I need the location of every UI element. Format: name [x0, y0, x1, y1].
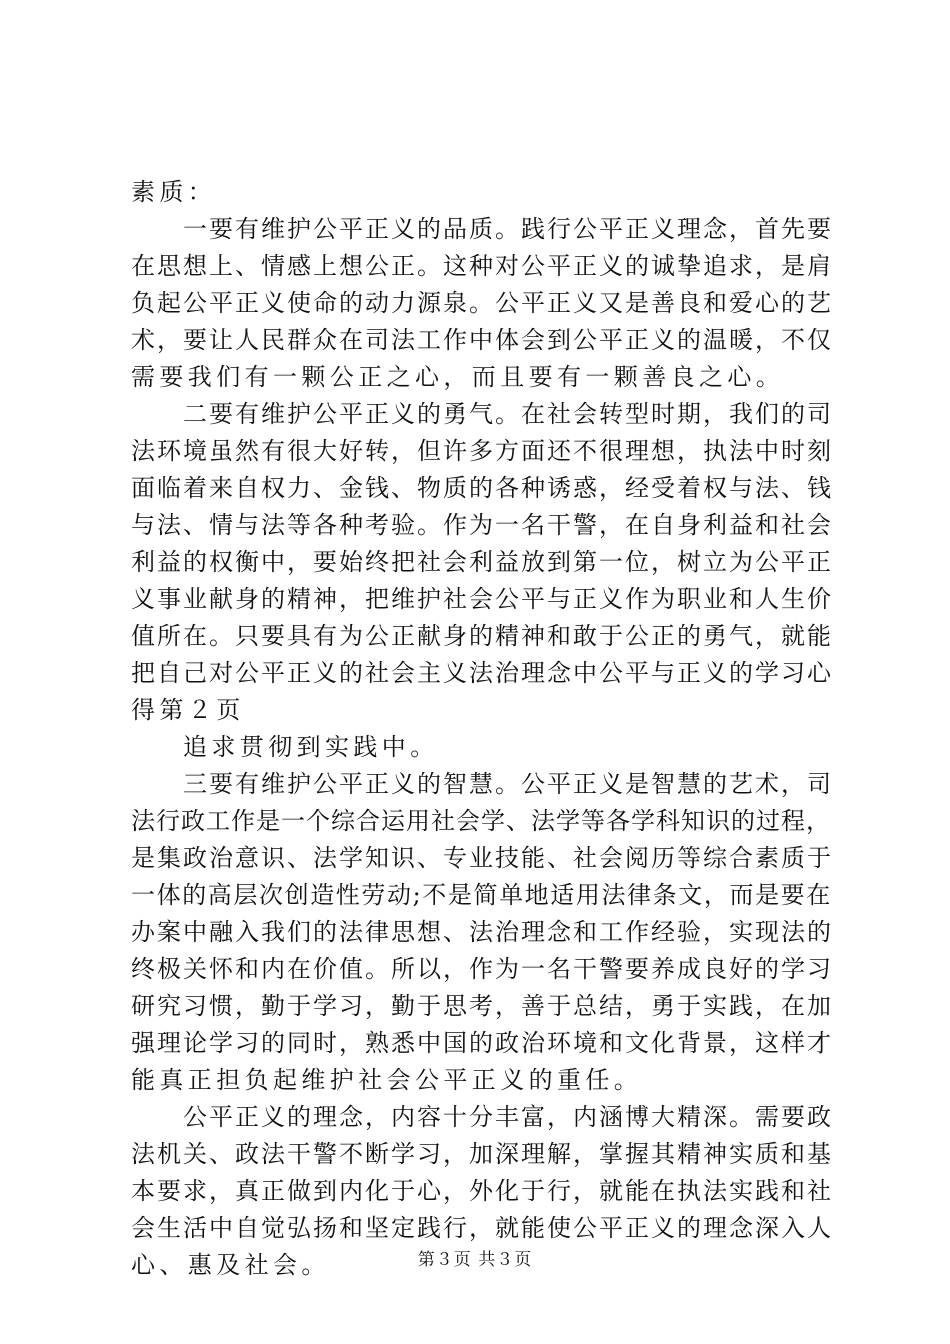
text-line: 利益的权衡中，要始终把社会利益放到第一位，树立为公平正: [131, 548, 833, 576]
text-line: 会生活中自觉弘扬和坚定践行，就能使公平正义的理念深入人: [131, 1214, 833, 1242]
text-line: 义事业献身的精神，把维护社会公平与正义作为职业和人生价: [131, 585, 833, 613]
text-line: 追求贯彻到实践中。: [183, 733, 439, 761]
text-line: 本要求，真正做到内化于心，外化于行，就能在执法实践和社: [131, 1177, 833, 1205]
text-line: 需要我们有一颗公正之心，而且要有一颗善良之心。: [131, 363, 785, 391]
text-line: 研究习惯，勤于学习，勤于思考，善于总结，勇于实践，在加: [131, 992, 833, 1020]
text-line: 三要有维护公平正义的智慧。公平正义是智慧的艺术，司: [183, 770, 833, 798]
text-line: 心、惠及社会。: [131, 1251, 330, 1279]
text-line: 办案中融入我们的法律思想、法治理念和工作经验，实现法的: [131, 918, 833, 946]
text-line: 强理论学习的同时，熟悉中国的政治环境和文化背景，这样才: [131, 1029, 833, 1057]
text-line: 把自己对公平正义的社会主义法治理念中公平与正义的学习心: [131, 659, 833, 687]
text-line: 负起公平正义使命的动力源泉。公平正义又是善良和爱心的艺: [131, 289, 833, 317]
text-line: 得第２页: [131, 696, 245, 724]
text-line: 在思想上、情感上想公正。这种对公平正义的诚挚追求，是肩: [131, 252, 833, 280]
text-line: 素质：: [131, 178, 217, 206]
text-line: 值所在。只要具有为公正献身的精神和敢于公正的勇气，就能: [131, 622, 833, 650]
page-footer: 第３页 共３页: [417, 1250, 533, 1270]
text-line: 法行政工作是一个综合运用社会学、法学等各学科知识的过程，: [131, 807, 831, 835]
text-line: 面临着来自权力、金钱、物质的各种诱惑，经受着权与法、钱: [131, 474, 833, 502]
text-line: 公平正义的理念，内容十分丰富，内涵博大精深。需要政: [183, 1103, 833, 1131]
text-line: 一要有维护公平正义的品质。践行公平正义理念，首先要: [183, 215, 833, 243]
text-line: 法机关、政法干警不断学习，加深理解，掌握其精神实质和基: [131, 1140, 833, 1168]
document-body: [131, 174, 836, 1284]
text-line: 二要有维护公平正义的勇气。在社会转型时期，我们的司: [183, 400, 833, 428]
text-line: 术，要让人民群众在司法工作中体会到公平正义的温暖，不仅: [131, 326, 833, 354]
text-line: 一体的高层次创造性劳动;不是简单地适用法律条文，而是要在: [131, 881, 832, 909]
text-line: 与法、情与法等各种考验。作为一名干警，在自身利益和社会: [131, 511, 833, 539]
text-line: 能真正担负起维护社会公平正义的重任。: [131, 1066, 643, 1094]
text-line: 法环境虽然有很大好转，但许多方面还不很理想，执法中时刻: [131, 437, 833, 465]
text-line: 终极关怀和内在价值。所以，作为一名干警要养成良好的学习: [131, 955, 833, 983]
text-line: 是集政治意识、法学知识、专业技能、社会阅历等综合素质于: [131, 844, 833, 872]
